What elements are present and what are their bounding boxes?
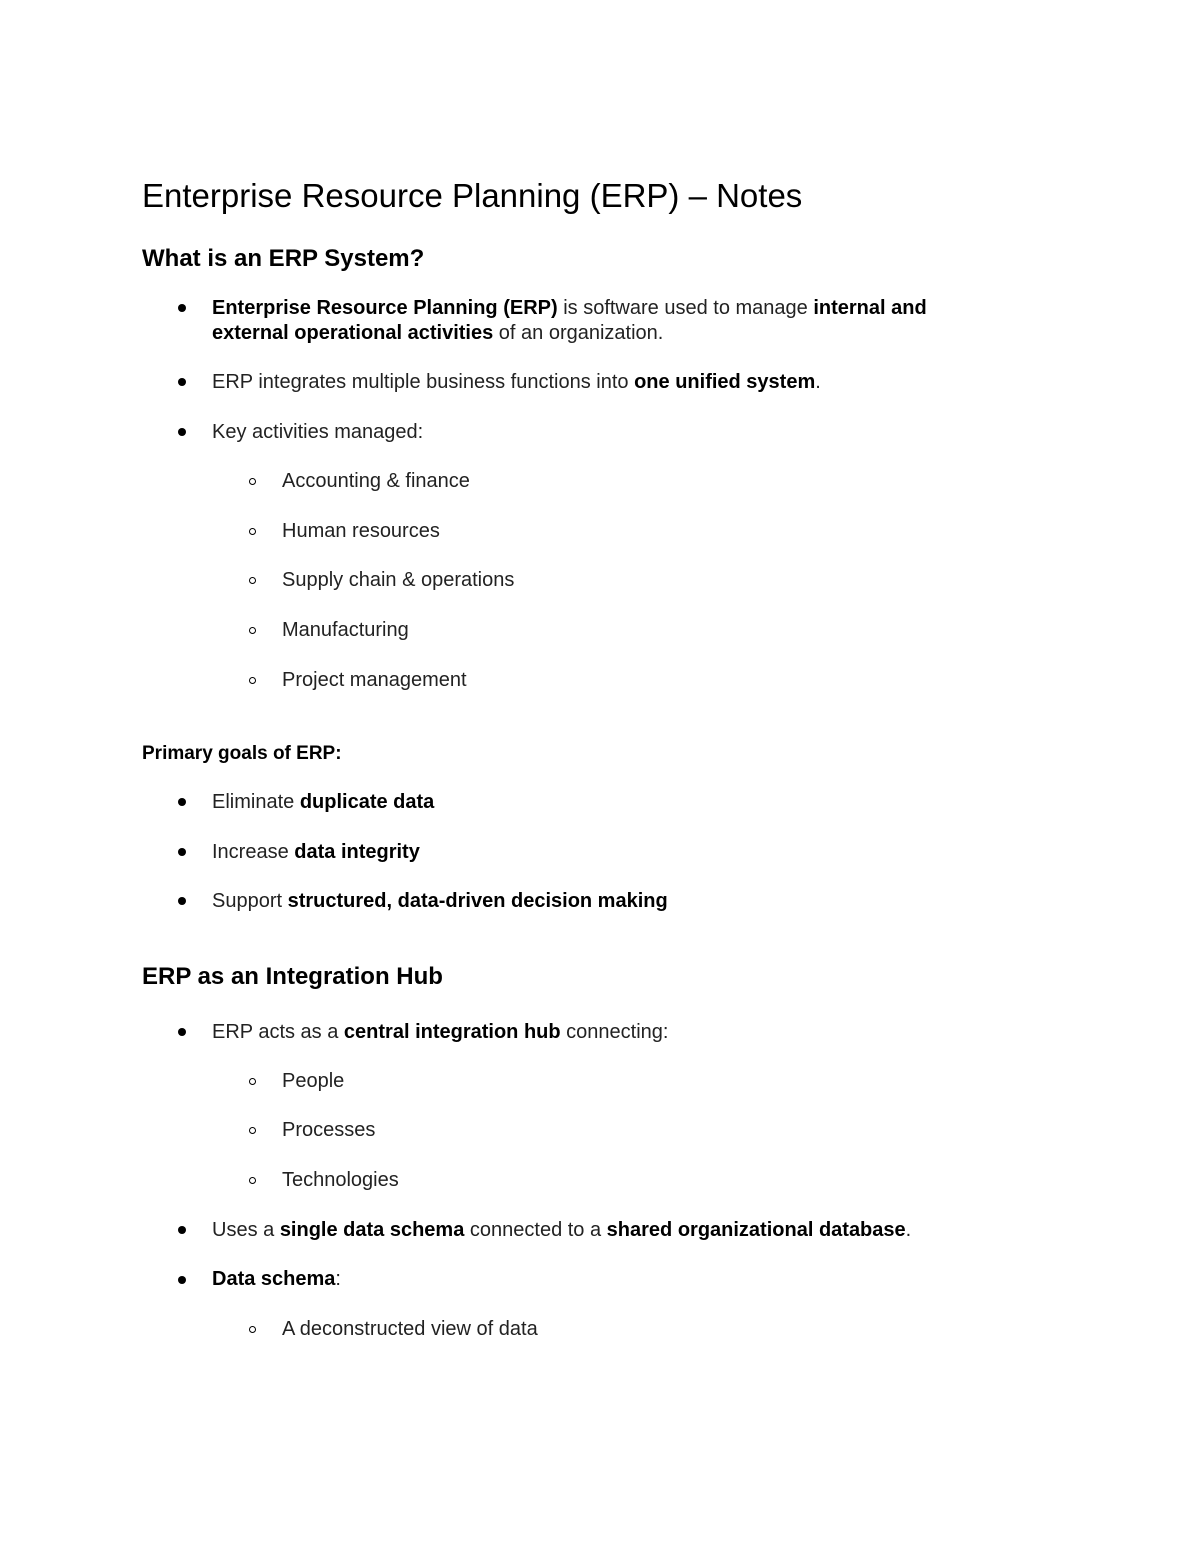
text: connected to a: [464, 1219, 607, 1241]
bullet-icon: [178, 848, 186, 856]
text: is software used to manage: [557, 297, 814, 319]
bullet-icon: [178, 1226, 186, 1234]
sub-list-item: Supply chain & operations: [282, 569, 515, 591]
sub-list-item: A deconstructed view of data: [282, 1318, 538, 1340]
bold-text: external operational activities: [212, 322, 494, 344]
list-item: [212, 839, 420, 865]
bullet-icon: [178, 1276, 186, 1284]
page-title: Enterprise Resource Planning (ERP) – Notes: [142, 177, 803, 214]
sub-bullet-icon: [249, 1078, 256, 1085]
sub-list-item: Project management: [282, 669, 467, 691]
sub-bullet-icon: [249, 1326, 256, 1333]
bold-text: data integrity: [294, 841, 420, 863]
sub-bullet-icon: [249, 1177, 256, 1184]
sub-list-item: Manufacturing: [282, 619, 409, 641]
sub-bullet-icon: [249, 677, 256, 684]
sub-list-item: Processes: [282, 1119, 376, 1141]
list-item: [212, 789, 434, 815]
sub-bullet-icon: [249, 478, 256, 485]
sub-list-item: Accounting & finance: [282, 470, 470, 492]
text: Support: [212, 890, 288, 912]
list-item: [212, 1217, 911, 1243]
sub-bullet-icon: [249, 1127, 256, 1134]
section-heading-integration-hub: ERP as an Integration Hub: [142, 963, 443, 990]
text: :: [335, 1268, 341, 1290]
bullet-icon: [178, 798, 186, 806]
sub-bullet-icon: [249, 528, 256, 535]
bold-text: shared organizational database: [606, 1219, 906, 1241]
bold-text: one unified system: [634, 371, 816, 393]
sub-list-item: Human resources: [282, 520, 440, 542]
list-item: [212, 1019, 668, 1045]
section-heading-what-is-erp: What is an ERP System?: [142, 245, 425, 272]
text: Increase: [212, 841, 295, 863]
text: ERP acts as a: [212, 1021, 344, 1043]
bold-text: structured, data-driven decision making: [287, 890, 668, 912]
text: Uses a: [212, 1219, 280, 1241]
list-item: [212, 1266, 341, 1292]
bullet-icon: [178, 378, 186, 386]
sub-bullet-icon: [249, 577, 256, 584]
list-item: [212, 888, 668, 914]
subheading-primary-goals: Primary goals of ERP:: [142, 743, 342, 764]
sub-list-item: People: [282, 1070, 345, 1092]
sub-list-item: Technologies: [282, 1169, 399, 1191]
bold-text: single data schema: [279, 1219, 465, 1241]
bold-text: duplicate data: [299, 791, 435, 813]
text: .: [815, 371, 821, 393]
sub-bullet-icon: [249, 627, 256, 634]
text: ERP integrates multiple business functions into: [212, 371, 635, 393]
bullet-icon: [178, 428, 186, 436]
bullet-icon: [178, 304, 186, 312]
bold-text: internal and: [813, 297, 927, 319]
text: Eliminate: [212, 791, 300, 813]
list-item: [212, 369, 821, 395]
text: of an organization.: [493, 322, 664, 344]
bullet-icon: [178, 897, 186, 905]
bullet-icon: [178, 1028, 186, 1036]
bold-text: central integration hub: [343, 1021, 561, 1043]
list-item: [212, 295, 927, 321]
text: .: [905, 1219, 912, 1241]
list-item: Key activities managed:: [212, 421, 424, 443]
bold-text: Enterprise Resource Planning (ERP): [212, 297, 558, 319]
text: connecting:: [560, 1021, 669, 1043]
list-item-continuation: [212, 320, 663, 346]
bold-text: Data schema: [212, 1268, 336, 1290]
